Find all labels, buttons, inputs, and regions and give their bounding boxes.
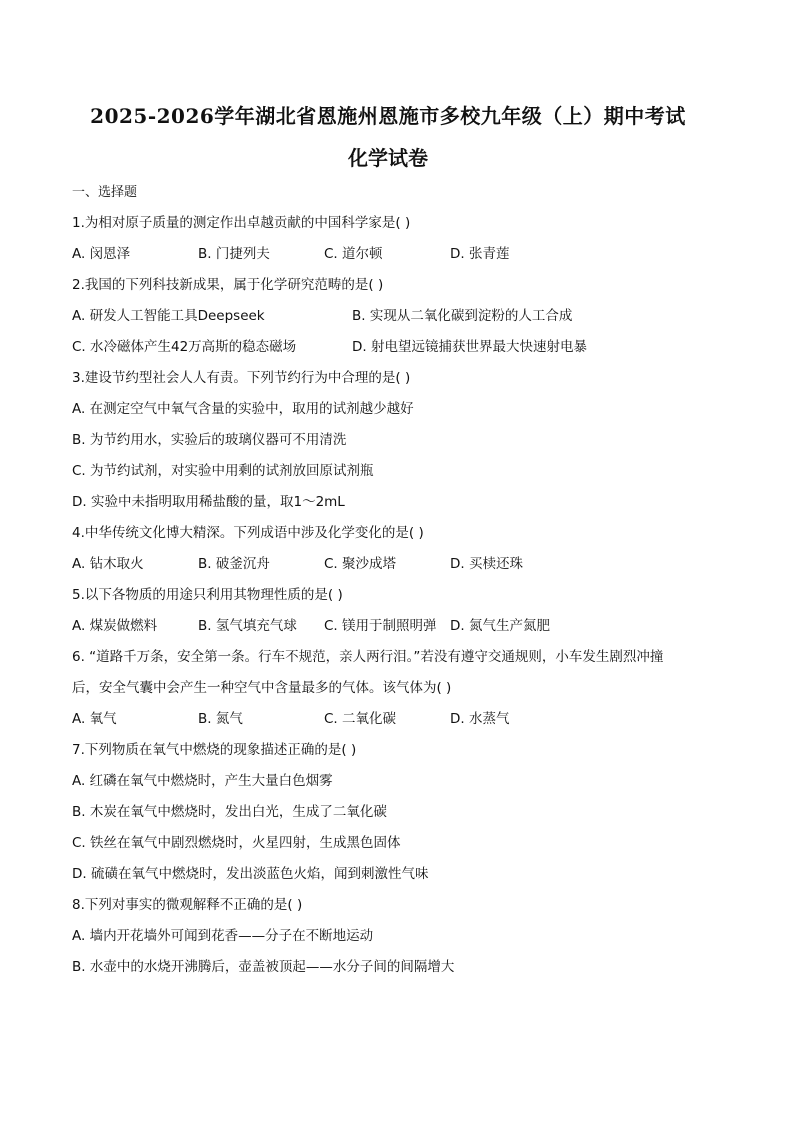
option-c: C. 二氧化碳 (324, 711, 397, 727)
question-stem: 7.下列物质在氧气中燃烧的现象描述正确的是( ) (72, 742, 357, 758)
option-d: D. 氮气生产氮肥 (450, 618, 550, 634)
options-row (72, 239, 704, 270)
option-a: A. 煤炭做燃料 (72, 618, 158, 634)
question-stem: 1.为相对原子质量的测定作出卓越贡献的中国科学家是( ) (72, 215, 411, 231)
question-7 (72, 735, 704, 890)
question-2 (72, 270, 704, 363)
options-row (72, 332, 704, 363)
option-c: C. 镁用于制照明弹 (324, 618, 437, 634)
option-d: D. 水蒸气 (450, 711, 510, 727)
question-stem: 5.以下各物质的用途只利用其物理性质的是( ) (72, 587, 343, 603)
question-stem: 2.我国的下列科技新成果，属于化学研究范畴的是( ) (72, 277, 384, 293)
option-d: D. 射电望远镜捕获世界最大快速射电暴 (352, 339, 587, 355)
options-row (72, 549, 704, 580)
option-b: B. 氢气填充气球 (198, 618, 297, 634)
question-stem-line-2: 后，安全气囊中会产生一种空气中含量最多的气体。该气体为( ) (72, 680, 452, 696)
question-8 (72, 890, 704, 983)
option-b: B. 门捷列夫 (198, 246, 270, 262)
option-d: D. 买椟还珠 (450, 556, 523, 572)
question-6 (72, 642, 704, 735)
option-a: A. 墙内开花墙外可闻到花香——分子在不断地运动 (72, 928, 374, 944)
option-a: A. 钻木取火 (72, 556, 144, 572)
question-stem: 4.中华传统文化博大精深。下列成语中涉及化学变化的是( ) (72, 525, 424, 541)
option-a: A. 氧气 (72, 711, 117, 727)
option-a: A. 红磷在氧气中燃烧时，产生大量白色烟雾 (72, 773, 333, 789)
option-b: B. 破釜沉舟 (198, 556, 270, 572)
question-stem: 3.建设节约型社会人人有责。下列节约行为中合理的是( ) (72, 370, 411, 386)
option-c: C. 水冷磁体产生42万高斯的稳态磁场 (72, 339, 297, 355)
option-c: C. 铁丝在氧气中剧烈燃烧时，火星四射，生成黑色固体 (72, 835, 401, 851)
option-d: D. 硫磺在氧气中燃烧时，发出淡蓝色火焰，闻到刺激性气味 (72, 866, 429, 882)
page-subtitle: 化学试卷 (348, 146, 428, 170)
option-a: A. 闵恩泽 (72, 246, 131, 262)
option-b: B. 氮气 (198, 711, 243, 727)
option-d: D. 张青莲 (450, 246, 510, 262)
question-stem: 8.下列对事实的微观解释不正确的是( ) (72, 897, 303, 913)
option-c: C. 为节约试剂，对实验中用剩的试剂放回原试剂瓶 (72, 463, 374, 479)
options-row (72, 704, 704, 735)
option-b: B. 木炭在氧气中燃烧时，发出白光，生成了二氧化碳 (72, 804, 387, 820)
question-4 (72, 518, 704, 580)
option-c: C. 道尔顿 (324, 246, 383, 262)
options-row (72, 611, 704, 642)
options-row (72, 301, 704, 332)
option-b: B. 实现从二氧化碳到淀粉的人工合成 (352, 308, 573, 324)
section-heading: 一、选择题 (72, 185, 138, 200)
question-3 (72, 363, 704, 518)
question-stem-line-1: 6. “道路千万条，安全第一条。行车不规范，亲人两行泪。”若没有遵守交通规则，小车发生剧烈冲撞 (72, 649, 664, 665)
option-b: B. 水壶中的水烧开沸腾后，壶盖被顶起——水分子间的间隔增大 (72, 959, 455, 975)
option-a: A. 在测定空气中氧气含量的实验中，取用的试剂越少越好 (72, 401, 414, 417)
option-b: B. 为节约用水，实验后的玻璃仪器可不用清洗 (72, 432, 347, 448)
option-d: D. 实验中未指明取用稀盐酸的量，取1～2mL (72, 494, 345, 510)
page-title: 2025-2026学年湖北省恩施州恩施市多校九年级（上）期中考试 (90, 104, 686, 128)
question-1 (72, 208, 704, 270)
option-c: C. 聚沙成塔 (324, 556, 397, 572)
option-a: A. 研发人工智能工具Deepseek (72, 308, 265, 324)
question-5 (72, 580, 704, 642)
